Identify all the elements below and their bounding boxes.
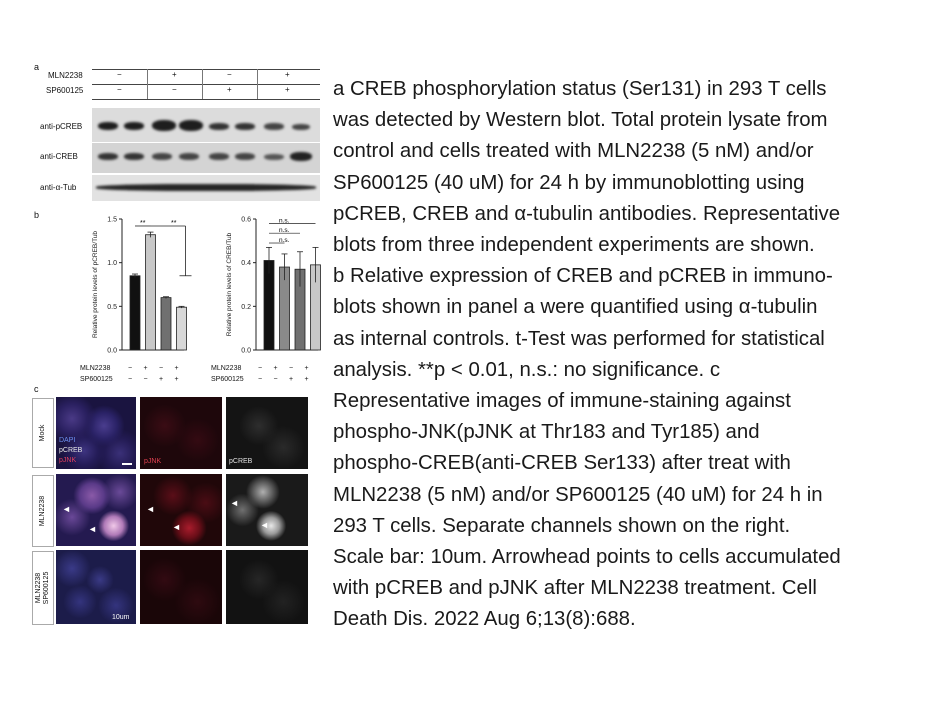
row-label-mln-sp: MLN2238 SP600125 xyxy=(32,551,54,625)
treatment-sign: − xyxy=(143,376,148,383)
image-mln-pjnk xyxy=(140,474,222,546)
arrowhead-icon: ◄ xyxy=(62,504,71,514)
panel-c-letter: c xyxy=(34,384,39,394)
caption-line: Death Dis. 2022 Aug 6;13(8):688. xyxy=(333,608,636,631)
caption-line: blots shown in panel a were quantified using α-tubulin xyxy=(333,296,818,319)
blot-label-creb: anti-CREB xyxy=(40,152,78,161)
treatment-label-sp600125: SP600125 xyxy=(46,86,84,95)
sign: + xyxy=(227,85,232,94)
grid-divider xyxy=(202,69,203,99)
treatment-sign: + xyxy=(174,376,179,383)
image-mln-merge xyxy=(56,474,136,546)
row-label-mln2238: MLN2238 xyxy=(32,475,54,547)
treatment-sign: + xyxy=(273,365,278,372)
treatment-sign: − xyxy=(289,365,294,372)
sign: − xyxy=(117,70,122,79)
caption-line: analysis. **p < 0.01, n.s.: no significance. c xyxy=(333,358,721,381)
treatment-sign: − xyxy=(128,376,133,383)
arrowhead-icon: ◄ xyxy=(146,504,155,514)
blot-label-tub: anti-α-Tub xyxy=(40,183,77,192)
treatment-sign: + xyxy=(304,365,309,372)
chart2-treatment-label-sp: SP600125 xyxy=(211,376,244,383)
arrowhead-icon: ◄ xyxy=(260,520,269,530)
caption-line: was detected by Western blot. Total protein lysate from xyxy=(333,109,828,132)
y-tick-label: 0.2 xyxy=(241,303,251,311)
treatment-sign: + xyxy=(159,376,164,383)
sign: + xyxy=(285,70,290,79)
grid-divider xyxy=(147,69,148,99)
panel-a-letter: a xyxy=(34,62,40,72)
sign: + xyxy=(285,85,290,94)
caption-line: 293 T cells. Separate channels shown on the right. xyxy=(333,514,791,537)
arrowhead-icon: ◄ xyxy=(88,524,97,534)
sig-label: ** xyxy=(140,219,146,227)
figure-caption xyxy=(333,74,937,636)
y-tick-label: 0.6 xyxy=(241,216,251,224)
y-axis-label: Relative protein levels of CREB/Tub xyxy=(226,232,233,337)
y-tick-label: 0.5 xyxy=(107,303,117,311)
caption-line: Representative images of immune-staining against xyxy=(333,390,791,413)
chart2-treatment-label-mln: MLN2238 xyxy=(211,365,242,372)
y-tick-label: 0.4 xyxy=(241,260,251,268)
bar xyxy=(161,298,171,350)
caption-line: as internal controls. t-Test was performed for statistical xyxy=(333,327,825,350)
sig-label: n.s. xyxy=(279,217,290,225)
treatment-sign: + xyxy=(304,376,309,383)
sign: − xyxy=(117,85,122,94)
caption-line: Scale bar: 10um. Arrowhead points to cells accumulated xyxy=(333,546,841,569)
sig-label: ** xyxy=(171,219,177,227)
blot-tub xyxy=(92,175,320,201)
bar xyxy=(177,307,187,350)
y-tick-label: 1.5 xyxy=(107,216,117,224)
caption-line: SP600125 (40 uM) for 24 h by immunoblotting using xyxy=(333,171,805,194)
image-mln-sp-pcreb xyxy=(226,550,308,624)
caption-line: with pCREB and pJNK after MLN2238 treatment. Cell xyxy=(333,577,817,600)
image-mln-pcreb xyxy=(226,474,308,546)
bar xyxy=(130,276,140,350)
caption-line: b Relative expression of CREB and pCREB in immuno- xyxy=(333,265,833,288)
sig-label: n.s. xyxy=(279,237,290,245)
treatment-sign: − xyxy=(159,365,164,372)
treatment-sign: − xyxy=(273,376,278,383)
sig-label: n.s. xyxy=(279,227,290,235)
arrowhead-icon: ◄ xyxy=(172,522,181,532)
caption-line: phospho-JNK(pJNK at Thr183 and Tyr185) and xyxy=(333,421,760,444)
treatment-label-mln2238: MLN2238 xyxy=(48,71,83,80)
row-label-mock: Mock xyxy=(32,398,54,468)
y-tick-label: 0.0 xyxy=(107,347,117,355)
image-mock-pjnk: pJNK xyxy=(140,397,222,469)
panel-b-letter: b xyxy=(34,210,40,220)
treatment-sign: − xyxy=(258,376,263,383)
bar xyxy=(146,235,156,350)
bar-charts xyxy=(60,205,330,390)
grid-line-bottom xyxy=(92,99,320,100)
image-mock-merge: DAPI pCREB pJNK xyxy=(56,397,136,469)
caption-line: blots from three independent experiments are shown. xyxy=(333,234,815,257)
image-mln-sp-merge xyxy=(56,550,136,624)
blot-creb xyxy=(92,143,320,173)
caption-line: MLN2238 (5 nM) and/or SP600125 (40 uM) for 24 h in xyxy=(333,483,823,506)
treatment-sign: − xyxy=(258,365,263,372)
image-mock-pcreb: pCREB xyxy=(226,397,308,469)
caption-line: control and cells treated with MLN2238 (5 nM) and/or xyxy=(333,140,814,163)
caption-line: phospho-CREB(anti-CREB Ser133) after treat with xyxy=(333,452,791,475)
sign: − xyxy=(227,70,232,79)
sign: − xyxy=(172,85,177,94)
treatment-sign: + xyxy=(289,376,294,383)
arrowhead-icon: ◄ xyxy=(230,498,239,508)
bar xyxy=(264,260,274,350)
y-axis-label: Relative protein levels of pCREB/Tub xyxy=(92,230,99,339)
treatment-sign: + xyxy=(143,365,148,372)
sign: + xyxy=(172,70,177,79)
caption-line: a CREB phosphorylation status (Ser131) in 293 T cells xyxy=(333,78,827,100)
treatment-sign: − xyxy=(128,365,133,372)
blot-pcreb xyxy=(92,108,320,142)
scale-bar xyxy=(122,463,132,465)
scale-label: 10um xyxy=(112,614,130,621)
y-tick-label: 0.0 xyxy=(241,347,251,355)
grid-divider xyxy=(257,69,258,99)
y-tick-label: 1.0 xyxy=(107,260,117,268)
chart1-treatment-label-mln: MLN2238 xyxy=(80,365,111,372)
chart1-treatment-label-sp: SP600125 xyxy=(80,376,113,383)
blot-label-pcreb: anti-pCREB xyxy=(40,122,83,131)
image-mln-sp-pjnk xyxy=(140,550,222,624)
treatment-sign: + xyxy=(174,365,179,372)
chart-creb xyxy=(226,217,321,355)
caption-line: pCREB, CREB and α-tubulin antibodies. Representative xyxy=(333,202,841,225)
chart-pcreb xyxy=(92,217,192,355)
